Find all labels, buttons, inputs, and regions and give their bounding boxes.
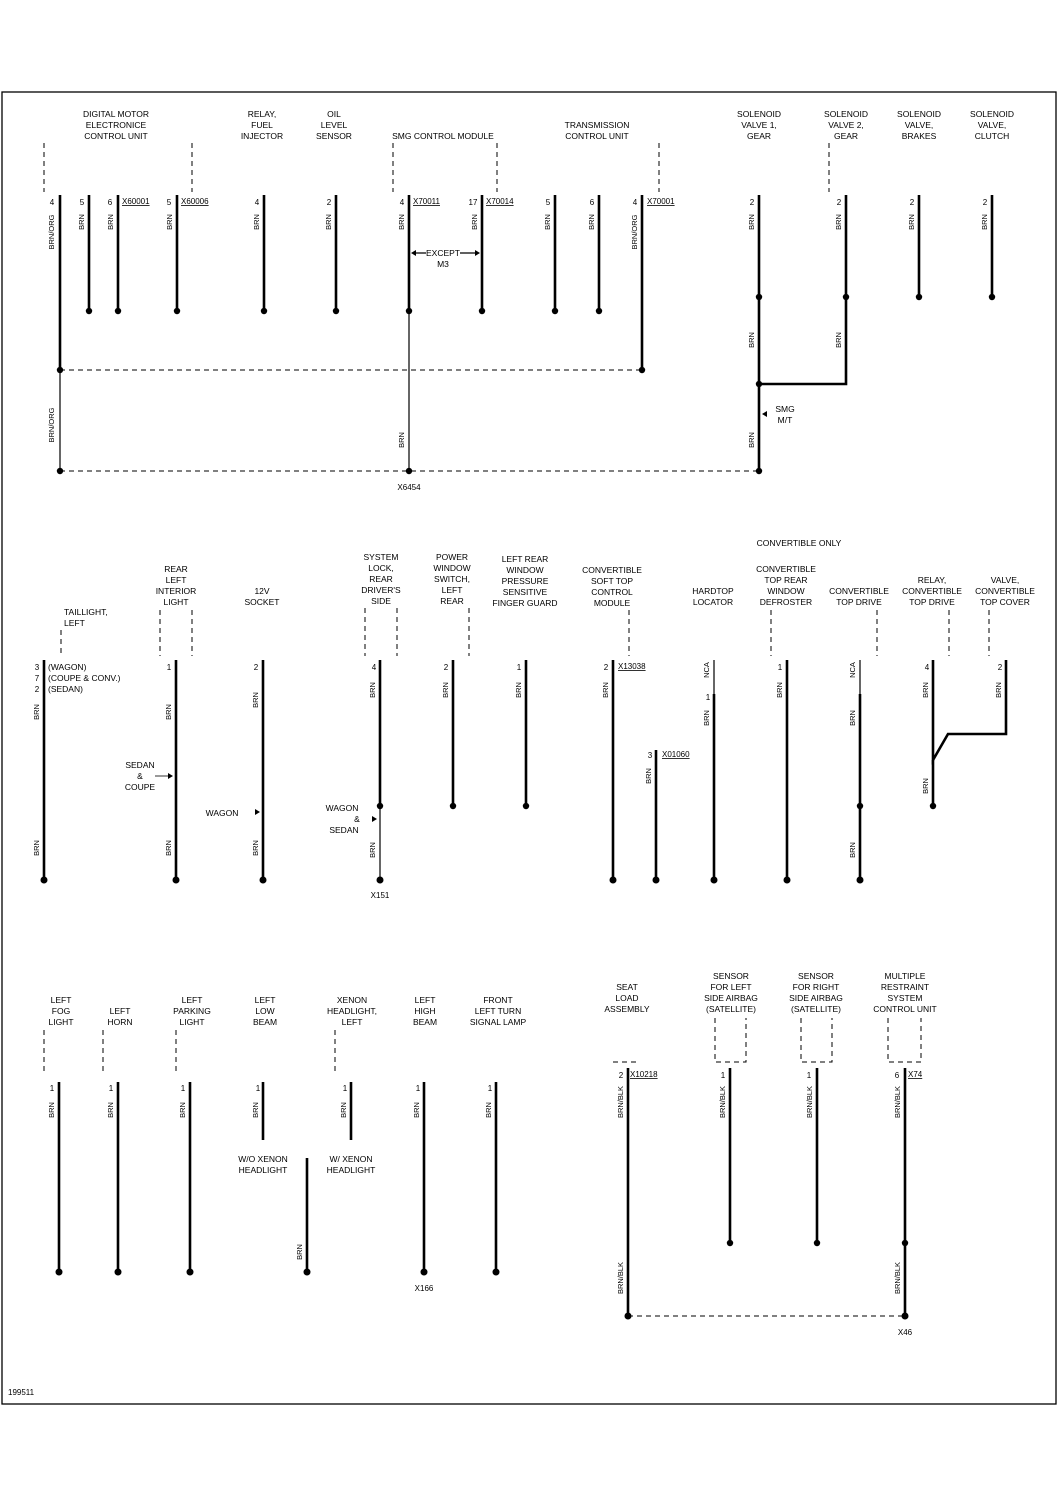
figure-id: 199511	[8, 1388, 35, 1397]
svg-text:1: 1	[806, 1071, 812, 1080]
svg-text:1: 1	[108, 1084, 114, 1093]
svg-text:SWITCH,: SWITCH,	[434, 574, 470, 584]
svg-text:LEFT: LEFT	[64, 618, 85, 628]
system-lock-label	[361, 552, 401, 606]
svg-text:COUPE: COUPE	[124, 782, 156, 792]
svg-text:SOLENOID: SOLENOID	[897, 109, 941, 119]
svg-text:BRN/BLK: BRN/BLK	[616, 1085, 625, 1119]
svg-text:ASSEMBLY: ASSEMBLY	[604, 1004, 650, 1014]
ground-x46: X46	[897, 1328, 913, 1337]
svg-text:CONVERTIBLE: CONVERTIBLE	[902, 586, 962, 596]
svg-text:VALVE 2,: VALVE 2,	[828, 120, 864, 130]
svg-text:FOG: FOG	[51, 1006, 71, 1016]
svg-text:BRN: BRN	[848, 842, 857, 858]
svg-text:CONTROL UNIT: CONTROL UNIT	[565, 131, 629, 141]
svg-text:RELAY,: RELAY,	[247, 109, 277, 119]
svg-text:ELECTRONICE: ELECTRONICE	[85, 120, 147, 130]
connectors-3	[630, 1070, 923, 1079]
svg-text:(SATELLITE): (SATELLITE)	[706, 1004, 756, 1014]
component-boundaries-2	[61, 608, 989, 656]
svg-text:BRN: BRN	[514, 682, 523, 698]
svg-text:BRN: BRN	[747, 432, 756, 448]
svg-text:CONVERTIBLE: CONVERTIBLE	[829, 586, 889, 596]
svg-text:SEDAN: SEDAN	[329, 825, 359, 835]
svg-text:LEFT TURN: LEFT TURN	[474, 1006, 522, 1016]
relay-fuel-label	[241, 109, 283, 141]
svg-text:2: 2	[982, 198, 988, 207]
section-1	[44, 109, 1014, 492]
svg-text:LOW: LOW	[255, 1006, 275, 1016]
svg-text:BRN: BRN	[601, 682, 610, 698]
defroster-label	[756, 564, 816, 607]
sedan-coupe-note	[125, 760, 173, 792]
svg-text:BRN: BRN	[251, 840, 260, 856]
svg-text:4: 4	[399, 198, 405, 207]
svg-text:VALVE,: VALVE,	[977, 120, 1007, 130]
rear-interior-label	[156, 564, 197, 607]
svg-text:INJECTOR: INJECTOR	[240, 131, 284, 141]
connectors-2	[618, 662, 690, 759]
svg-text:BRN: BRN	[543, 214, 552, 230]
sensor-left-label	[704, 971, 758, 1014]
component-boundaries-1	[44, 143, 829, 192]
svg-text:CLUTCH: CLUTCH	[974, 131, 1010, 141]
svg-text:1: 1	[415, 1084, 421, 1093]
svg-text:WINDOW: WINDOW	[506, 565, 544, 575]
valve-cover-label	[975, 575, 1035, 607]
svg-text:BRN/BLK: BRN/BLK	[893, 1261, 902, 1295]
wires-2	[44, 660, 1006, 880]
svg-text:LIGHT: LIGHT	[163, 597, 189, 607]
wire-labels-1	[47, 214, 989, 448]
fog-label	[48, 995, 73, 1027]
svg-text:LEFT: LEFT	[181, 995, 203, 1005]
svg-text:LEFT: LEFT	[441, 585, 463, 595]
svg-text:2: 2	[34, 685, 40, 694]
svg-text:BRN: BRN	[397, 214, 406, 230]
svg-text:BRN: BRN	[368, 842, 377, 858]
dme-label	[83, 109, 149, 141]
svg-text:X10218: X10218	[630, 1070, 658, 1079]
svg-text:HEADLIGHT: HEADLIGHT	[238, 1165, 288, 1175]
solenoid-1-label	[737, 109, 781, 141]
svg-text:6: 6	[107, 198, 113, 207]
svg-text:(COUPE & CONV.): (COUPE & CONV.)	[48, 673, 121, 683]
svg-text:SEDAN: SEDAN	[125, 760, 155, 770]
svg-text:SOCKET: SOCKET	[244, 597, 280, 607]
svg-text:DEFROSTER: DEFROSTER	[759, 597, 813, 607]
svg-text:PRESSURE: PRESSURE	[501, 576, 549, 586]
svg-text:BRN/ORG: BRN/ORG	[630, 214, 639, 250]
svg-text:CONVERTIBLE: CONVERTIBLE	[582, 565, 642, 575]
w-xenon-note	[327, 1154, 376, 1175]
svg-text:RELAY,: RELAY,	[917, 575, 947, 585]
svg-text:CONVERTIBLE: CONVERTIBLE	[756, 564, 816, 574]
svg-text:X74: X74	[908, 1070, 923, 1079]
svg-text:HIGH: HIGH	[414, 1006, 436, 1016]
svg-text:SIDE AIRBAG: SIDE AIRBAG	[704, 993, 758, 1003]
svg-text:BEAM: BEAM	[412, 1017, 438, 1027]
svg-text:SENSITIVE: SENSITIVE	[502, 587, 548, 597]
svg-text:BRN: BRN	[412, 1102, 421, 1118]
svg-text:BRN: BRN	[164, 704, 173, 720]
svg-text:SENSOR: SENSOR	[316, 131, 352, 141]
svg-text:(SEDAN): (SEDAN)	[48, 684, 83, 694]
svg-text:&: &	[354, 814, 360, 824]
svg-text:OIL: OIL	[327, 109, 341, 119]
svg-text:REAR: REAR	[164, 564, 188, 574]
svg-text:BRN: BRN	[339, 1102, 348, 1118]
svg-text:5: 5	[79, 198, 85, 207]
svg-text:HEADLIGHT: HEADLIGHT	[326, 1165, 376, 1175]
svg-text:BRN: BRN	[775, 682, 784, 698]
svg-text:X70011: X70011	[413, 197, 440, 206]
svg-text:EXCEPT: EXCEPT	[425, 248, 461, 258]
svg-text:BRN: BRN	[921, 778, 930, 794]
svg-text:1: 1	[516, 663, 522, 672]
svg-text:DRIVER'S: DRIVER'S	[361, 585, 401, 595]
svg-text:XENON: XENON	[336, 995, 368, 1005]
smg-mt-note	[762, 404, 795, 425]
svg-text:W/O XENON: W/O XENON	[238, 1154, 288, 1164]
svg-text:LEFT: LEFT	[50, 995, 72, 1005]
hardtop-label	[692, 586, 734, 607]
svg-text:BRN: BRN	[324, 214, 333, 230]
svg-text:WAGON: WAGON	[205, 808, 239, 818]
svg-text:BRN: BRN	[747, 214, 756, 230]
svg-text:12V: 12V	[254, 586, 270, 596]
svg-text:1: 1	[49, 1084, 55, 1093]
splices-3	[56, 1240, 909, 1320]
svg-text:SOLENOID: SOLENOID	[737, 109, 781, 119]
svg-text:VALVE,: VALVE,	[990, 575, 1020, 585]
svg-text:6: 6	[894, 1071, 900, 1080]
svg-text:BRN: BRN	[747, 332, 756, 348]
relay-top-label	[902, 575, 962, 607]
svg-text:MODULE: MODULE	[593, 598, 631, 608]
wo-xenon-note	[238, 1154, 288, 1175]
svg-text:BRN: BRN	[47, 1102, 56, 1118]
solenoid-2-label	[824, 109, 868, 141]
svg-text:BRN/BLK: BRN/BLK	[893, 1085, 902, 1119]
svg-text:X70014: X70014	[486, 197, 514, 206]
svg-text:2: 2	[749, 198, 755, 207]
ground-x151: X151	[370, 891, 390, 900]
svg-text:TOP DRIVE: TOP DRIVE	[909, 597, 955, 607]
svg-text:BRN/BLK: BRN/BLK	[718, 1085, 727, 1119]
svg-text:BRN: BRN	[397, 432, 406, 448]
svg-text:SYSTEM: SYSTEM	[363, 552, 399, 562]
svg-text:1: 1	[342, 1084, 348, 1093]
svg-text:LIGHT: LIGHT	[48, 1017, 74, 1027]
svg-text:4: 4	[371, 663, 377, 672]
svg-text:LOCATOR: LOCATOR	[692, 597, 734, 607]
svg-text:1: 1	[777, 663, 783, 672]
svg-text:BRN: BRN	[165, 214, 174, 230]
xenon-label	[327, 995, 377, 1027]
svg-text:DIGITAL MOTOR: DIGITAL MOTOR	[83, 109, 149, 119]
svg-text:SOLENOID: SOLENOID	[824, 109, 868, 119]
svg-text:NCA: NCA	[848, 662, 857, 678]
svg-text:TAILLIGHT,: TAILLIGHT,	[64, 607, 108, 617]
svg-text:2: 2	[909, 198, 915, 207]
svg-text:TOP COVER: TOP COVER	[980, 597, 1030, 607]
svg-text:BRN: BRN	[32, 704, 41, 720]
svg-text:1: 1	[255, 1084, 261, 1093]
svg-text:M3: M3	[437, 259, 449, 269]
svg-text:SOLENOID: SOLENOID	[970, 109, 1014, 119]
svg-text:REAR: REAR	[440, 596, 464, 606]
except-m3-note	[411, 248, 480, 269]
svg-text:TOP DRIVE: TOP DRIVE	[836, 597, 882, 607]
svg-text:2: 2	[836, 198, 842, 207]
svg-text:2: 2	[253, 663, 259, 672]
svg-text:SEAT: SEAT	[616, 982, 638, 992]
trans-module-label	[565, 120, 630, 141]
svg-text:M/T: M/T	[777, 415, 793, 425]
svg-text:LOAD: LOAD	[615, 993, 639, 1003]
svg-text:BRN: BRN	[106, 1102, 115, 1118]
svg-text:BRN: BRN	[106, 214, 115, 230]
wire-labels-3	[47, 1086, 902, 1294]
svg-text:CONVERTIBLE: CONVERTIBLE	[975, 586, 1035, 596]
high-beam-label	[413, 995, 437, 1027]
svg-text:2: 2	[603, 663, 609, 672]
svg-text:6: 6	[589, 198, 595, 207]
svg-text:FOR RIGHT: FOR RIGHT	[792, 982, 840, 992]
svg-text:BRN: BRN	[834, 332, 843, 348]
svg-text:SIDE AIRBAG: SIDE AIRBAG	[789, 993, 843, 1003]
svg-text:LEFT: LEFT	[254, 995, 276, 1005]
section-2	[32, 538, 1035, 900]
horn-label	[107, 1006, 132, 1027]
svg-text:X70001: X70001	[647, 197, 675, 206]
svg-text:BRN: BRN	[251, 1102, 260, 1118]
svg-text:TRANSMISSION: TRANSMISSION	[564, 120, 630, 130]
taillight-pins	[35, 662, 121, 694]
svg-text:2: 2	[443, 663, 449, 672]
svg-text:BEAM: BEAM	[252, 1017, 278, 1027]
turn-signal-label	[470, 995, 527, 1027]
svg-text:4: 4	[924, 663, 930, 672]
svg-text:PARKING: PARKING	[173, 1006, 211, 1016]
svg-text:W/ XENON: W/ XENON	[329, 1154, 373, 1164]
svg-text:1: 1	[166, 663, 172, 672]
low-beam-label	[253, 995, 277, 1027]
diagram-frame	[2, 92, 1056, 1404]
svg-text:BRN: BRN	[252, 214, 261, 230]
svg-text:BRN/ORG: BRN/ORG	[47, 214, 56, 250]
svg-text:FOR LEFT: FOR LEFT	[710, 982, 752, 992]
svg-text:BRN: BRN	[441, 682, 450, 698]
svg-text:LEFT: LEFT	[414, 995, 436, 1005]
svg-text:LEVEL: LEVEL	[320, 120, 348, 130]
svg-text:GEAR: GEAR	[746, 131, 772, 141]
svg-text:VALVE 1,: VALVE 1,	[741, 120, 777, 130]
seat-load-label	[604, 982, 650, 1014]
svg-text:BRN: BRN	[32, 840, 41, 856]
svg-text:SENSOR: SENSOR	[713, 971, 749, 981]
svg-text:BRN/BLK: BRN/BLK	[805, 1085, 814, 1119]
svg-text:SMG: SMG	[775, 404, 795, 414]
svg-text:CONTROL UNIT: CONTROL UNIT	[84, 131, 148, 141]
pin-numbers-3	[50, 1071, 900, 1093]
pin-numbers-2	[167, 663, 1003, 760]
splices-1	[57, 294, 995, 474]
svg-text:&: &	[137, 771, 143, 781]
svg-text:BRN/BLK: BRN/BLK	[616, 1261, 625, 1295]
svg-text:GEAR: GEAR	[833, 131, 859, 141]
svg-text:BRN: BRN	[907, 214, 916, 230]
svg-text:SIGNAL LAMP: SIGNAL LAMP	[469, 1017, 527, 1027]
svg-text:BRN: BRN	[368, 682, 377, 698]
svg-text:17: 17	[468, 198, 478, 207]
svg-text:1: 1	[705, 693, 711, 702]
svg-text:BRN: BRN	[702, 710, 711, 726]
smg-module-label: SMG CONTROL MODULE	[392, 131, 494, 141]
taillight-label	[64, 607, 108, 628]
top-drive-label	[829, 586, 889, 607]
svg-text:1: 1	[487, 1084, 493, 1093]
svg-text:LOCK,: LOCK,	[368, 563, 394, 573]
svg-text:BRN: BRN	[470, 214, 479, 230]
svg-text:BRAKES: BRAKES	[901, 131, 937, 141]
svg-text:TOP REAR: TOP REAR	[764, 575, 808, 585]
svg-text:CONTROL: CONTROL	[591, 587, 633, 597]
svg-text:BRN: BRN	[587, 214, 596, 230]
svg-text:X01060: X01060	[662, 750, 690, 759]
wagon-sedan-note	[326, 803, 377, 835]
wagon-note	[206, 808, 260, 818]
svg-text:BRN: BRN	[994, 682, 1003, 698]
wire-labels-2	[32, 662, 1003, 858]
svg-text:4: 4	[254, 198, 260, 207]
svg-text:X13038: X13038	[618, 662, 646, 671]
svg-text:CONTROL UNIT: CONTROL UNIT	[873, 1004, 937, 1014]
svg-text:2: 2	[326, 198, 332, 207]
svg-text:NCA: NCA	[702, 662, 711, 678]
svg-text:BRN: BRN	[921, 682, 930, 698]
svg-text:3: 3	[647, 751, 653, 760]
svg-text:INTERIOR: INTERIOR	[155, 586, 197, 596]
svg-text:4: 4	[632, 198, 638, 207]
wires-1	[60, 195, 992, 471]
soft-top-label	[582, 565, 642, 608]
ground-x6454: X6454	[397, 483, 421, 492]
svg-text:HORN: HORN	[107, 1017, 133, 1027]
svg-text:BRN: BRN	[164, 840, 173, 856]
svg-text:MULTIPLE: MULTIPLE	[884, 971, 926, 981]
parking-label	[173, 995, 211, 1027]
svg-text:WINDOW: WINDOW	[767, 586, 805, 596]
svg-text:BRN: BRN	[848, 710, 857, 726]
svg-text:FUEL: FUEL	[251, 120, 273, 130]
svg-text:VALVE,: VALVE,	[904, 120, 934, 130]
svg-text:HEADLIGHT,: HEADLIGHT,	[326, 1006, 378, 1016]
svg-text:BRN: BRN	[644, 768, 653, 784]
svg-text:FINGER GUARD: FINGER GUARD	[492, 598, 558, 608]
svg-text:LEFT: LEFT	[109, 1006, 131, 1016]
svg-text:FRONT: FRONT	[483, 995, 513, 1005]
svg-text:7: 7	[34, 674, 40, 683]
svg-text:RESTRAINT: RESTRAINT	[880, 982, 930, 992]
svg-text:BRN: BRN	[484, 1102, 493, 1118]
svg-text:LEFT: LEFT	[341, 1017, 363, 1027]
svg-text:LEFT REAR: LEFT REAR	[501, 554, 549, 564]
svg-text:LEFT: LEFT	[165, 575, 187, 585]
solenoid-clutch-label	[970, 109, 1014, 141]
svg-text:POWER: POWER	[435, 552, 469, 562]
left-rear-window-label	[492, 554, 557, 608]
svg-text:BRN: BRN	[178, 1102, 187, 1118]
svg-text:BRN/ORG: BRN/ORG	[47, 407, 56, 443]
mrs-label	[873, 971, 936, 1014]
power-window-label	[433, 552, 470, 606]
svg-text:1: 1	[720, 1071, 726, 1080]
svg-text:WINDOW: WINDOW	[433, 563, 471, 573]
svg-text:1: 1	[180, 1084, 186, 1093]
svg-text:X60006: X60006	[181, 197, 209, 206]
convertible-only-label: CONVERTIBLE ONLY	[756, 538, 842, 548]
svg-text:SENSOR: SENSOR	[798, 971, 834, 981]
svg-text:BRN: BRN	[77, 214, 86, 230]
svg-text:SIDE: SIDE	[371, 596, 391, 606]
oil-sensor-label	[316, 109, 352, 141]
svg-text:LIGHT: LIGHT	[179, 1017, 205, 1027]
svg-text:WAGON: WAGON	[325, 803, 359, 813]
socket-label	[245, 586, 280, 607]
svg-text:3: 3	[34, 663, 40, 672]
svg-text:(WAGON): (WAGON)	[48, 662, 87, 672]
svg-text:SYSTEM: SYSTEM	[887, 993, 923, 1003]
svg-text:4: 4	[49, 198, 55, 207]
section-3	[44, 971, 937, 1337]
solenoid-brakes-label	[897, 109, 941, 141]
svg-text:5: 5	[166, 198, 172, 207]
svg-text:X60001: X60001	[122, 197, 150, 206]
svg-text:2: 2	[997, 663, 1003, 672]
svg-text:BRN: BRN	[980, 214, 989, 230]
svg-text:BRN: BRN	[251, 692, 260, 708]
svg-text:BRN: BRN	[295, 1244, 304, 1260]
svg-text:REAR: REAR	[369, 574, 393, 584]
svg-text:SOFT TOP: SOFT TOP	[590, 576, 634, 586]
sensor-right-label	[789, 971, 843, 1014]
svg-text:(SATELLITE): (SATELLITE)	[791, 1004, 841, 1014]
svg-text:HARDTOP: HARDTOP	[692, 586, 734, 596]
svg-text:2: 2	[618, 1071, 624, 1080]
svg-text:5: 5	[545, 198, 551, 207]
ground-x166: X166	[414, 1284, 434, 1293]
svg-text:BRN: BRN	[834, 214, 843, 230]
